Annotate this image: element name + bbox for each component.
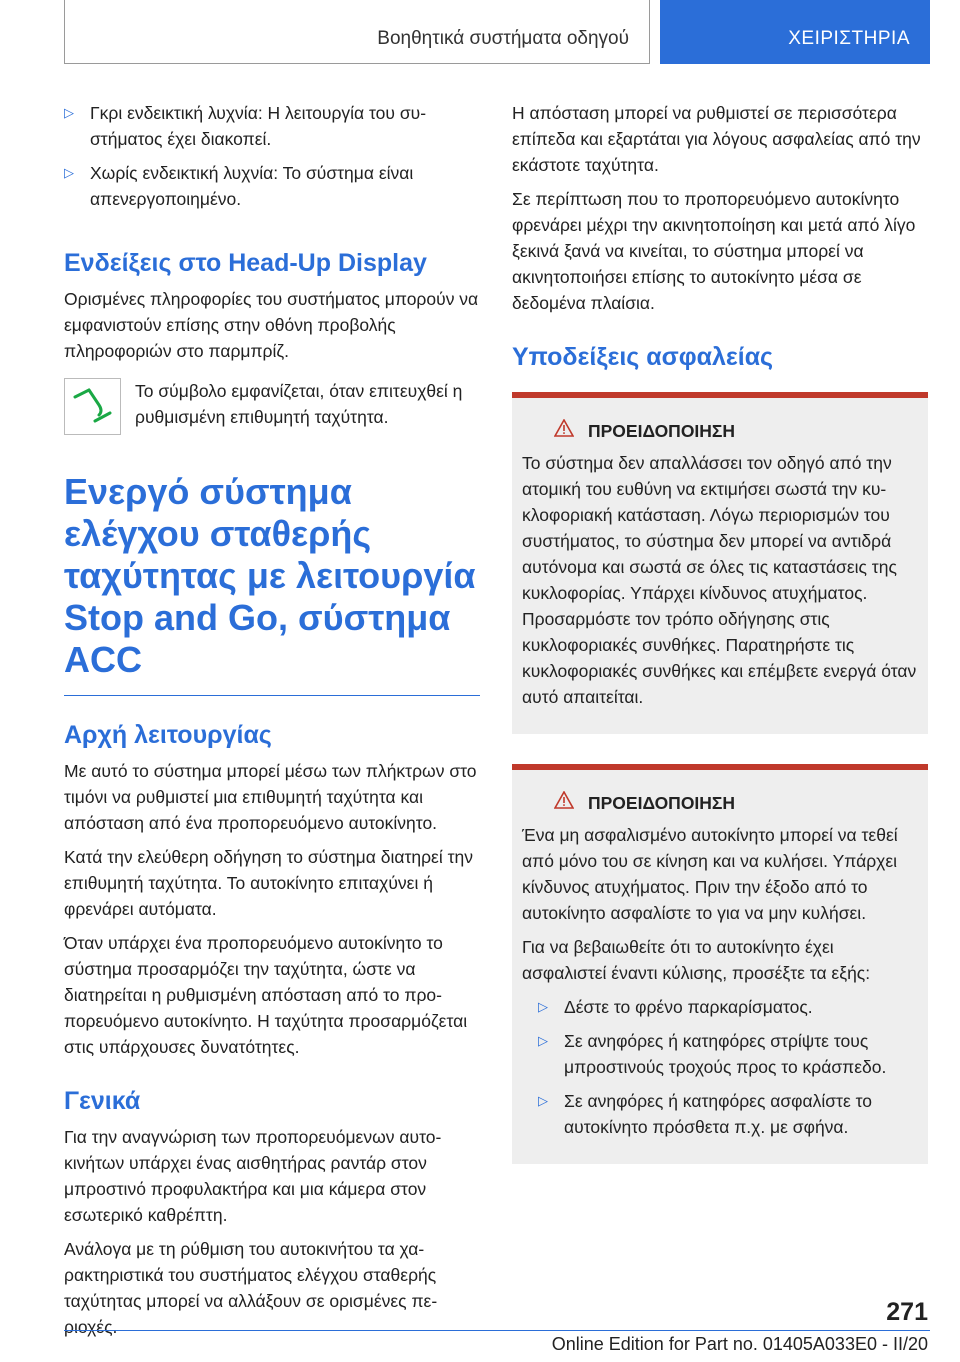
triangle-bullet-icon: ▷	[64, 165, 74, 180]
paragraph: Για την αναγνώριση των προπορευόμενων αυτοκινήτων υπάρχει ένας αισθητήρας ραντάρ στον μπροστινό προφυλακτήρα και μια κάμερα στον εσωτερικό καθρέπτη.	[64, 1127, 442, 1225]
heading-principle: Αρχή λειτουργίας	[64, 721, 272, 749]
header-section-box	[660, 0, 930, 64]
divider	[64, 695, 480, 696]
warning-triangle-icon	[554, 790, 574, 816]
triangle-bullet-icon: ▷	[538, 999, 548, 1014]
page-number: 271	[886, 1298, 928, 1326]
right-column	[512, 100, 928, 1164]
edition-text: Online Edition for Part no. 01405A033E0 - II/20	[551, 1334, 928, 1354]
header-chapter-box	[64, 0, 650, 64]
paragraph: Κατά την ελεύθερη οδήγηση το σύστημα διατηρεί την επιθυμητή ταχύτητα. Το αυτοκίνητο επιταχύνει ή φρενάρει αυτόματα.	[64, 847, 474, 919]
paragraph: Ορισμένες πληροφορίες του συστήματος μπορούν να εμφανιστούν επίσης στην οθόνη προβολής πληροφοριών στο παρμπρίζ.	[64, 289, 479, 361]
left-column	[64, 100, 480, 1348]
symbol-description: Το σύμβολο εμφανίζεται, όταν επιτευχθεί η ρυθμισμένη επιθυμητή ταχύτητα.	[135, 381, 463, 427]
triangle-bullet-icon: ▷	[538, 1033, 548, 1048]
triangle-bullet-icon: ▷	[538, 1093, 548, 1108]
list-item: ▷ Δέστε το φρένο παρκαρίσματος.	[538, 994, 918, 1020]
paragraph: Ανάλογα με τη ρύθμιση του αυτοκινήτου τα χαρακτηριστικά του συστήματος ελέγχου σταθερής ταχύτητας μπορεί να αλλάξουν σε ορισμένες περιοχές.	[64, 1239, 438, 1337]
heading-hud: Ενδείξεις στο Head-Up Display	[64, 249, 427, 277]
warning-title: ΠΡΟΕΙΔΟΠΟΙΗΣΗ	[588, 793, 736, 813]
list-item: ▷ Σε ανηφόρες ή κατηφόρες στρίψτε τους μπροστινούς τροχούς προς το κράσπεδο.	[538, 1028, 918, 1080]
list-item: ▷ Χωρίς ενδεικτική λυχνία: Το σύστημα είναι απενεργοποιημένο.	[64, 160, 480, 212]
warning-header	[522, 790, 918, 816]
warning-header	[522, 418, 918, 444]
symbol-row	[64, 378, 480, 435]
heading-main: Ενεργό σύστημα ελέγχου σταθερής ταχύτητας με λειτουργία Stop and Go, σύστημα ACC	[64, 471, 476, 680]
paragraph: Σε περίπτωση που το προπορευόμενο αυτοκίνητο φρενάρει μέχρι την ακινητοποίηση και μετά από λίγο ξεκινά ξανά να κινείται, το σύστημα μπορεί να ακινητοποιήσει επίσης το αυτοκίνητο μέσα σε δεδομένα πλαίσια.	[512, 189, 916, 313]
triangle-bullet-icon: ▷	[64, 105, 74, 120]
paragraph: Με αυτό το σύστημα μπορεί μέσω των πλήκτρων στο τιμόνι να ρυθμιστεί μια επιθυμητή ταχύτητα και απόσταση από ένα προπορευόμενο αυτοκίνητο.	[64, 761, 477, 833]
cruise-speed-reached-icon	[64, 378, 121, 435]
paragraph: Η απόσταση μπορεί να ρυθμιστεί σε περισσότερα επίπεδα και εξαρτάται για λόγους ασφαλείας από την εκάστοτε ταχύτητα.	[512, 103, 921, 175]
warning-text: Το σύστημα δεν απαλλάσσει τον οδηγό από την ατομική του ευθύνη να εκτιμήσει σωστά την κυκλοφοριακή κατάσταση. Λόγω περιορισμών του συστήματος, το σύστημα δεν μπορεί να αντιδρά αυτόνομα και σωστά σε όλες τις καταστάσεις της κυκλοφορίας. Υπάρχει κίνδυνος ατυχήματος. Προσαρμόστε τον τρόπο οδήγησης στις κυκλοφοριακές συνθήκες. Παρατηρήστε τις κυκλοφοριακές συνθήκες και επέμβετε ενεργά όταν αυτό απαιτείται.	[522, 453, 917, 707]
warning-text: Για να βεβαιωθείτε ότι το αυτοκίνητο έχει ασφαλιστεί έναντι κύλισης, προσέξτε τα εξής:	[522, 937, 871, 983]
paragraph: Όταν υπάρχει ένα προπορευόμενο αυτοκίνητο το σύστημα προσαρμόζει την ταχύτητα, ώστε να διατηρείται η ρυθμισμένη απόσταση από το προπορευόμενο αυτοκίνητο. Η ταχύτητα προσαρμόζεται στις υπάρχουσες δυνατότητες.	[64, 933, 468, 1057]
footer-divider	[64, 1330, 930, 1331]
warning-box	[512, 764, 928, 1164]
chapter-title: Βοηθητικά συστήματα οδηγού	[377, 28, 629, 49]
warning-box	[512, 392, 928, 734]
warning-triangle-icon	[554, 418, 574, 444]
warning-text: Ένα μη ασφαλισμένο αυτοκίνητο μπορεί να τεθεί από μόνο του σε κίνηση και να κυλήσει. Υπάρχει κίνδυνος ατυχήματος. Πριν την έξοδο από το αυτοκίνητο ασφαλίστε το για να μην κυλήσει.	[522, 825, 898, 923]
page-header	[64, 0, 930, 66]
warning-title: ΠΡΟΕΙΔΟΠΟΙΗΣΗ	[588, 421, 736, 441]
list-item: ▷ Γκρι ενδεικτική λυχνία: Η λειτουργία του συστήματος έχει διακοπεί.	[64, 100, 480, 152]
section-title: ΧΕΙΡΙΣΤΗΡΙΑ	[788, 28, 910, 49]
heading-safety: Υποδείξεις ασφαλείας	[512, 343, 774, 371]
list-item: ▷ Σε ανηφόρες ή κατηφόρες ασφαλίστε το αυτοκίνητο πρόσθετα π.χ. με σφήνα.	[538, 1088, 918, 1140]
heading-general: Γενικά	[64, 1087, 141, 1115]
